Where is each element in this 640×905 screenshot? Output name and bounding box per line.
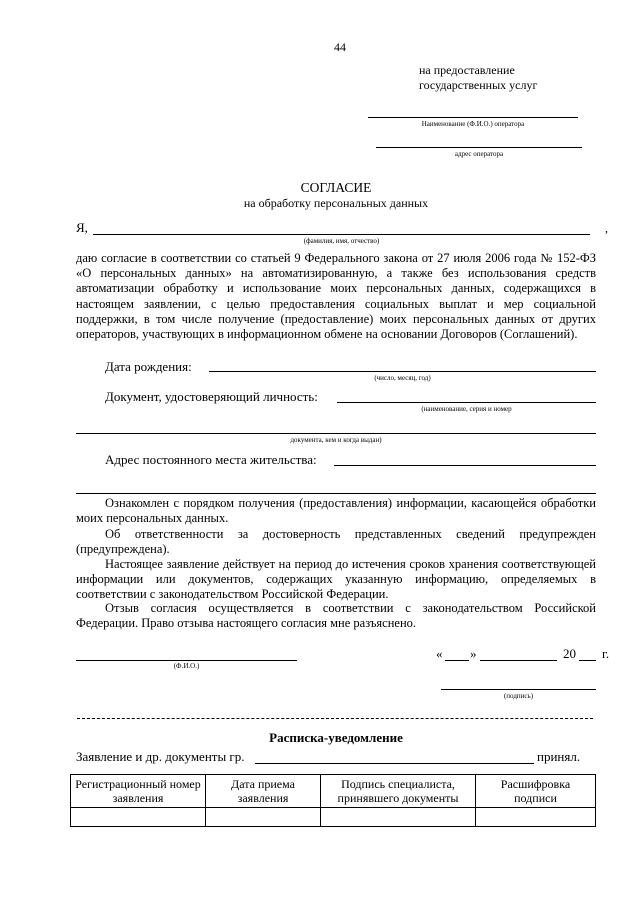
ya-label: Я, — [76, 220, 88, 235]
column-registration-number: Регистрационный номер заявления — [71, 775, 206, 808]
receipt-title: Расписка-уведомление — [269, 730, 403, 745]
date-year-prefix: 20 — [563, 646, 576, 661]
operator-address-caption: адрес оператора — [454, 150, 504, 158]
receipt-table-row — [71, 808, 596, 827]
cell-registration-number[interactable] — [71, 808, 206, 827]
date-day-line — [445, 660, 469, 661]
cut-line — [77, 718, 593, 719]
signature-line — [441, 689, 596, 690]
date-year-suffix: г. — [602, 646, 610, 661]
signature-fio-caption: (Ф.И.О.) — [173, 662, 200, 670]
fio-comma: , — [605, 221, 608, 235]
operator-name-caption: Наименование (Ф.И.О.) оператора — [421, 120, 525, 128]
receipt-name-line — [255, 763, 534, 764]
identity-document-caption: (наименование, серия и номер — [421, 405, 512, 413]
statement-validity: Настоящее заявление действует на период до истечения сроков хранения соответствующей информации или документов, содержащих указанную информацию, определяемых в соответствии с законодательством Российской Федерации. — [76, 557, 596, 602]
fio-caption: (фамилия, имя, отчество) — [303, 237, 380, 245]
receipt-line-prefix: Заявление и др. документы гр. — [76, 749, 245, 764]
date-year-line — [579, 660, 596, 661]
birth-date-caption: (число, месяц, год) — [374, 374, 431, 382]
birth-date-label: Дата рождения: — [105, 359, 192, 374]
cell-specialist-signature[interactable] — [321, 808, 476, 827]
page-number: 44 — [334, 40, 346, 54]
statement-acquainted: Ознакомлен с порядком получения (предоставления) информации, касающейся обработки моих персональных данных. — [76, 496, 596, 526]
operator-address-line — [376, 147, 582, 148]
receipt-table-header-row — [71, 775, 596, 808]
header-line-1: на предоставление — [419, 63, 515, 77]
date-open-quote: « — [436, 646, 443, 661]
column-signature-decryption: Расшифровка подписи — [476, 775, 596, 808]
receipt-table — [70, 774, 596, 827]
identity-document-line-2 — [76, 433, 596, 434]
address-line-2 — [76, 493, 596, 494]
column-receipt-date: Дата приема заявления — [206, 775, 321, 808]
header-line-2: государственных услуг — [419, 78, 538, 92]
birth-date-line — [209, 371, 596, 372]
date-close-quote: » — [470, 646, 477, 661]
consent-paragraph: даю согласие в соответствии со статьей 9 Федерального закона от 27 июля 2006 года № 152-ФЗ «О персональных данных» на автоматизированную, а также без использования средств автоматизации обработку и использование моих персональных данных, содержащихся в настоящем заявлении, с целью предоставления социальных выплат и мер социальной поддержки, в том числе получение (предоставление) моих персональных данных от других операторов, участвующих в информационном обмене на основании Договоров (Соглашений). — [76, 251, 596, 342]
receipt-line-suffix: принял. — [537, 749, 581, 764]
address-label: Адрес постоянного места жительства: — [105, 452, 317, 467]
cell-signature-decryption[interactable] — [476, 808, 596, 827]
document-subtitle: на обработку персональных данных — [243, 196, 429, 210]
cell-receipt-date[interactable] — [206, 808, 321, 827]
fio-line — [93, 234, 590, 235]
signature-fio-line — [76, 660, 297, 661]
document-title: СОГЛАСИЕ — [300, 180, 372, 195]
signature-caption: (подпись) — [503, 692, 534, 700]
identity-document-caption-2: документа, кем и когда выдан) — [290, 436, 382, 444]
operator-name-line — [368, 117, 578, 118]
column-specialist-signature: Подпись специалиста, принявшего документы — [321, 775, 476, 808]
statement-responsibility: Об ответственности за достоверность представленных сведений предупрежден (предупреждена). — [76, 527, 596, 557]
identity-document-label: Документ, удостоверяющий личность: — [105, 389, 318, 404]
statement-revocation: Отзыв согласия осуществляется в соответствии с законодательством Российской Федерации. Право отзыва настоящего согласия мне разъяснено. — [76, 601, 596, 631]
date-month-line — [480, 660, 557, 661]
identity-document-line — [337, 402, 596, 403]
address-line — [334, 465, 596, 466]
